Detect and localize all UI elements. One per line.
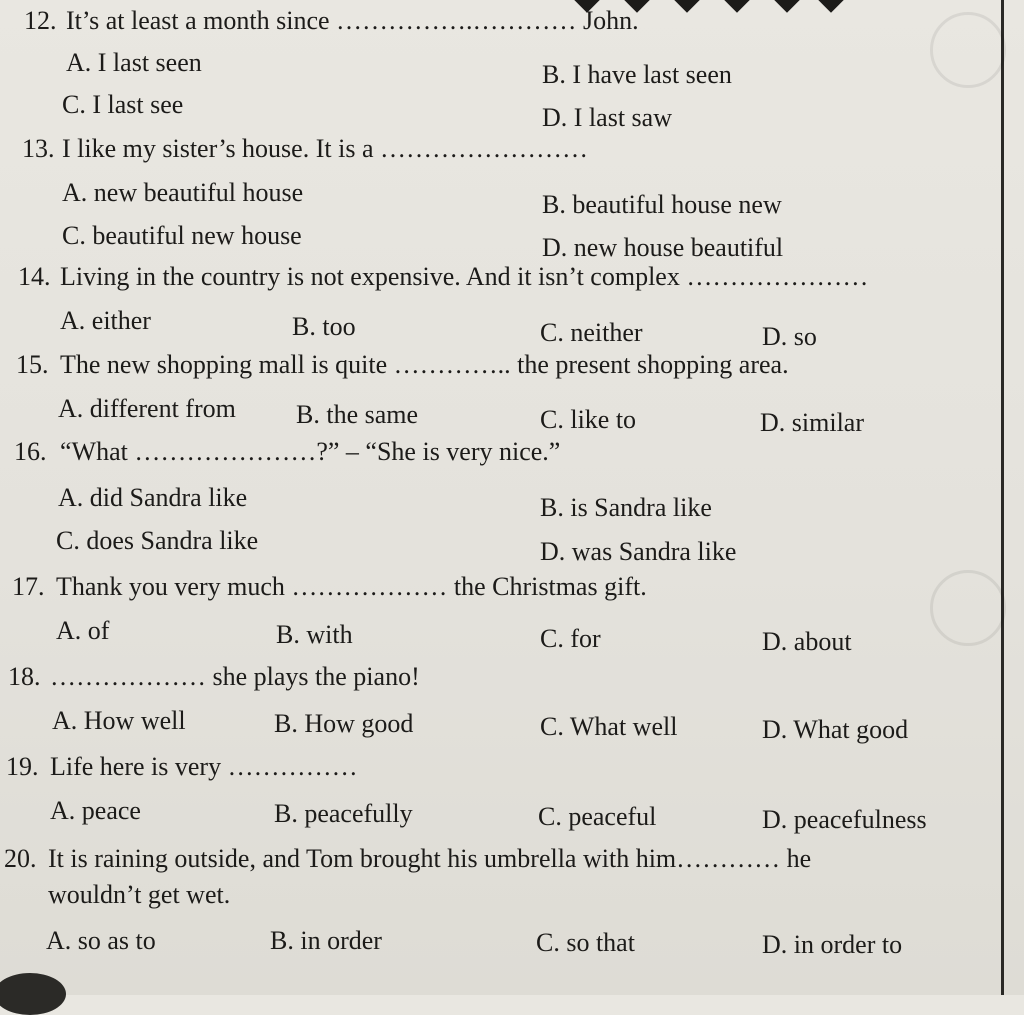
option-b[interactable]: B. I have last seen bbox=[542, 60, 732, 89]
option-a[interactable]: A. peace bbox=[50, 796, 141, 825]
option-d[interactable]: D. in order to bbox=[762, 930, 903, 959]
top-border-ornament bbox=[818, 0, 843, 13]
question-number: 14. bbox=[18, 262, 51, 291]
page-right-border bbox=[1001, 0, 1004, 995]
faint-seal-mark bbox=[930, 12, 1006, 88]
option-d[interactable]: D. so bbox=[762, 322, 817, 351]
question-number: 12. bbox=[24, 6, 57, 35]
question-number: 18. bbox=[8, 662, 41, 691]
option-d[interactable]: D. new house beautiful bbox=[542, 233, 784, 262]
option-c[interactable]: C. like to bbox=[540, 405, 637, 434]
option-b[interactable]: B. in order bbox=[270, 926, 382, 955]
option-c[interactable]: C. beautiful new house bbox=[62, 221, 302, 250]
option-a[interactable]: A. so as to bbox=[46, 926, 156, 955]
option-d[interactable]: D. was Sandra like bbox=[540, 537, 737, 566]
option-c[interactable]: C. I last see bbox=[62, 90, 184, 119]
option-a[interactable]: A. I last seen bbox=[66, 48, 202, 77]
option-a[interactable]: A. new beautiful house bbox=[62, 178, 304, 207]
question-stem-continued: wouldn’t get wet. bbox=[48, 880, 231, 909]
option-a[interactable]: A. How well bbox=[52, 706, 186, 735]
question-stem: It is raining outside, and Tom brought his umbrella with him………… he bbox=[48, 844, 812, 873]
question-number: 20. bbox=[4, 844, 37, 873]
faint-seal-mark bbox=[930, 570, 1006, 646]
option-a[interactable]: A. different from bbox=[58, 394, 236, 423]
option-d[interactable]: D. peacefulness bbox=[762, 805, 927, 834]
option-b[interactable]: B. the same bbox=[296, 400, 419, 429]
question-stem: Thank you very much ……………… the Christmas gift. bbox=[56, 572, 647, 601]
question-number: 17. bbox=[12, 572, 45, 601]
question-stem: ……………… she plays the piano! bbox=[50, 662, 420, 691]
option-c[interactable]: C. peaceful bbox=[538, 802, 657, 831]
top-border-ornament bbox=[774, 0, 799, 13]
option-c[interactable]: C. does Sandra like bbox=[56, 526, 259, 555]
question-stem: Life here is very …………… bbox=[50, 752, 358, 781]
option-b[interactable]: B. peacefully bbox=[274, 799, 413, 828]
option-d[interactable]: D. I last saw bbox=[542, 103, 672, 132]
question-stem: “What …………………?” – “She is very nice.” bbox=[60, 437, 561, 466]
option-a[interactable]: A. either bbox=[60, 306, 151, 335]
option-b[interactable]: B. How good bbox=[274, 709, 414, 738]
option-d[interactable]: D. about bbox=[762, 627, 852, 656]
option-d[interactable]: D. What good bbox=[762, 715, 909, 744]
page-corner-shadow bbox=[0, 973, 66, 1015]
question-number: 15. bbox=[16, 350, 49, 379]
option-d[interactable]: D. similar bbox=[760, 408, 864, 437]
option-c[interactable]: C. neither bbox=[540, 318, 643, 347]
question-stem: I like my sister’s house. It is a …………………… bbox=[62, 134, 588, 163]
question-number: 13. bbox=[22, 134, 55, 163]
question-stem: The new shopping mall is quite ………….. the present shopping area. bbox=[60, 350, 789, 379]
top-border-ornament bbox=[724, 0, 749, 13]
question-number: 16. bbox=[14, 437, 47, 466]
option-b[interactable]: B. too bbox=[292, 312, 356, 341]
option-c[interactable]: C. What well bbox=[540, 712, 678, 741]
option-b[interactable]: B. beautiful house new bbox=[542, 190, 782, 219]
option-a[interactable]: A. did Sandra like bbox=[58, 483, 248, 512]
option-b[interactable]: B. is Sandra like bbox=[540, 493, 712, 522]
option-a[interactable]: A. of bbox=[56, 616, 110, 645]
question-number: 19. bbox=[6, 752, 39, 781]
question-stem: Living in the country is not expensive. And it isn’t complex ………………… bbox=[60, 262, 869, 291]
question-stem: It’s at least a month since …………….………… John. bbox=[66, 6, 639, 35]
top-border-ornament bbox=[674, 0, 699, 13]
option-c[interactable]: C. so that bbox=[536, 928, 635, 957]
option-c[interactable]: C. for bbox=[540, 624, 601, 653]
option-b[interactable]: B. with bbox=[276, 620, 353, 649]
